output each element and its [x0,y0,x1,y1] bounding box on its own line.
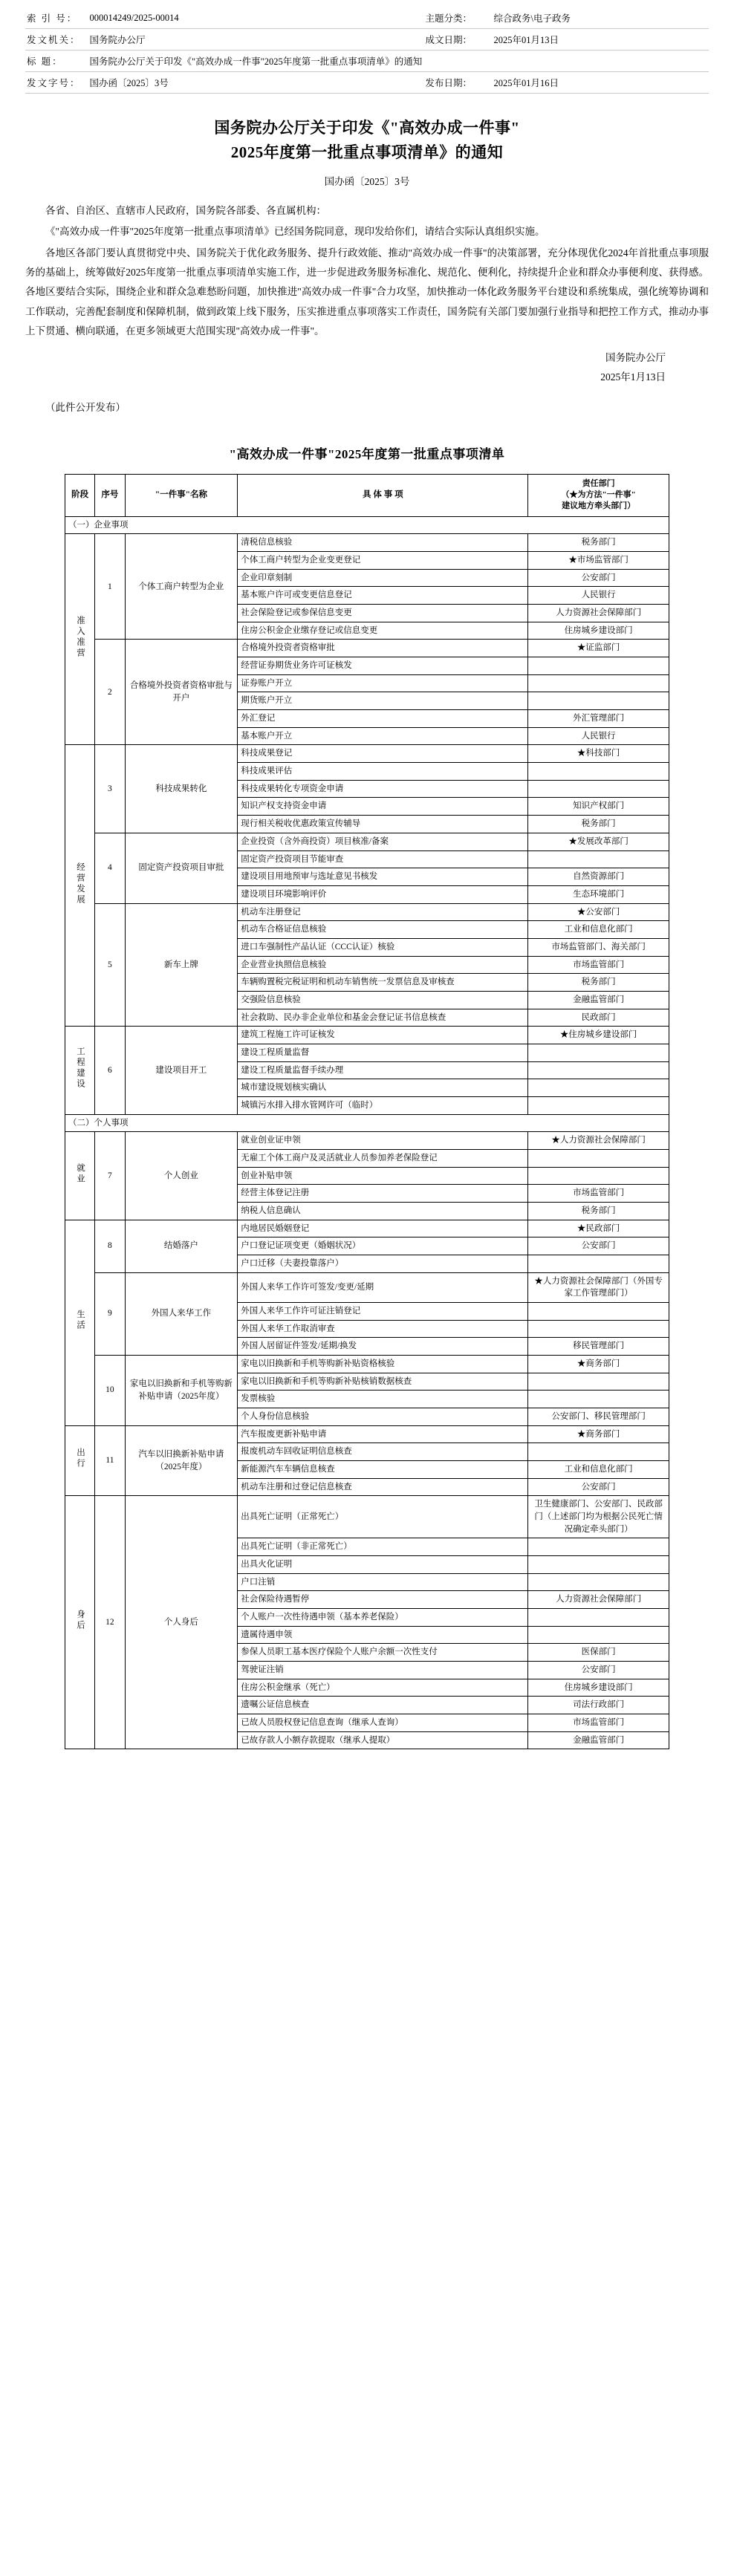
matter-item-cell: 建设工程质量监督手续办理 [238,1061,528,1079]
section-header-row [65,1114,669,1132]
responsible-dept-cell [528,1079,669,1097]
metadata-value: 000014249/2025-00014 [82,7,424,29]
responsible-dept-cell: 知识产权部门 [528,798,669,816]
seq-cell: 1 [95,534,125,640]
responsible-dept-cell [528,1609,669,1627]
matter-item-cell: 汽车报废更新补贴申请 [238,1425,528,1443]
responsible-dept-cell: 人民银行 [528,587,669,605]
responsible-dept-cell: 卫生健康部门、公安部门、民政部门（上述部门均为根据公民死亡情况确定牵头部门） [528,1496,669,1538]
matter-item-cell: 个人身份信息核验 [238,1408,528,1426]
stage-label: 生活 [75,1310,85,1332]
col-header-seq: 序号 [95,474,125,516]
col-header-name: "一件事"名称 [125,474,238,516]
matter-item-cell: 建筑工程施工许可证核发 [238,1027,528,1044]
responsible-dept-cell [528,1096,669,1114]
responsible-dept-cell: 税务部门 [528,1202,669,1220]
seq-cell: 2 [95,640,125,745]
matter-item-cell: 机动车注册和过登记信息核查 [238,1478,528,1496]
publication-note: （此件公开发布） [45,401,126,413]
responsible-dept-cell [528,850,669,868]
matter-item-cell: 内地居民婚姻登记 [238,1220,528,1237]
matter-name-cell: 个体工商户转型为企业 [125,534,238,640]
matter-item-cell: 个人账户一次性待遇申领（基本养老保险） [238,1609,528,1627]
metadata-value: 综合政务\电子政务 [488,7,709,29]
seq-cell: 12 [95,1496,125,1749]
table-row [65,745,669,763]
responsible-dept-cell: 人力资源社会保障部门 [528,1591,669,1609]
document-paragraph: 各省、自治区、直辖市人民政府，国务院各部委、各直属机构： [45,205,326,217]
matter-item-cell: 城市建设规划核实确认 [238,1079,528,1097]
table-row [65,640,669,657]
matter-item-cell: 企业投资（含外商投资）项目核准/备案 [238,833,528,850]
seq-cell: 11 [95,1425,125,1496]
responsible-dept-cell: 公安部门、移民管理部门 [528,1408,669,1426]
responsible-dept-cell: ★科技部门 [528,745,669,763]
signature-date: 2025年1月13日 [600,371,666,383]
seq-cell: 4 [95,833,125,903]
responsible-dept-cell [528,780,669,798]
stage-label: 身后 [75,1610,85,1632]
stage-cell [65,745,95,1027]
responsible-dept-cell: 公安部门 [528,1662,669,1679]
matter-item-cell: 个体工商户转型为企业变更登记 [238,552,528,570]
matter-item-cell: 无雇工个体工商户及灵活就业人员参加养老保险登记 [238,1149,528,1167]
matter-item-cell: 进口车强制性产品认证（CCC认证）核验 [238,938,528,956]
matter-item-cell: 出具死亡证明（非正常死亡） [238,1538,528,1556]
metadata-value: 2025年01月13日 [488,29,709,51]
matter-item-cell: 固定资产投资项目节能审查 [238,850,528,868]
stage-cell [65,1132,95,1220]
stage-cell [65,1425,95,1496]
metadata-row [25,72,709,94]
matter-item-cell: 清税信息核验 [238,534,528,552]
responsible-dept-cell [528,1391,669,1408]
responsible-dept-cell [528,657,669,675]
responsible-dept-cell: 税务部门 [528,816,669,833]
matter-item-cell: 外国人来华工作许可签发/变更/延期 [238,1272,528,1302]
stage-label: 准入准营 [75,616,85,660]
responsible-dept-cell [528,1320,669,1338]
matter-item-cell: 社会保险待遇暂停 [238,1591,528,1609]
table-row [65,534,669,552]
matter-list-table [65,474,669,1750]
responsible-dept-cell: 税务部门 [528,974,669,992]
matter-item-cell: 基本账户许可或变更信息登记 [238,587,528,605]
matter-item-cell: 户口迁移（夫妻投靠落户） [238,1255,528,1272]
responsible-dept-cell: 公安部门 [528,1478,669,1496]
stage-label: 经营发展 [75,862,85,905]
responsible-dept-cell [528,1573,669,1591]
responsible-dept-cell: 市场监管部门 [528,956,669,974]
responsible-dept-cell: 医保部门 [528,1644,669,1662]
table-row [65,1220,669,1237]
matter-item-cell: 期货账户开立 [238,692,528,710]
responsible-dept-cell [528,692,669,710]
matter-item-cell: 社会救助、民办非企业单位和基金会登记证书信息核查 [238,1009,528,1027]
matter-list-header [65,474,669,516]
matter-item-cell: 家电以旧换新和手机等购新补贴核销数据核查 [238,1373,528,1391]
page-title [25,116,709,164]
document-metadata-table [25,7,709,94]
seq-cell: 10 [95,1355,125,1425]
responsible-dept-cell: 自然资源部门 [528,868,669,886]
doc-title-line-2: 2025年度第一批重点事项清单》的通知 [230,143,504,161]
responsible-dept-cell: 人力资源社会保障部门 [528,605,669,622]
seq-cell: 8 [95,1220,125,1272]
matter-item-cell: 现行相关税收优惠政策宣传辅导 [238,816,528,833]
metadata-row [25,29,709,51]
table-row [65,833,669,850]
seq-cell: 5 [95,903,125,1027]
matter-item-cell: 企业营业执照信息核验 [238,956,528,974]
matter-name-cell: 个人身后 [125,1496,238,1749]
matter-item-cell: 外国人来华工作许可证注销登记 [238,1302,528,1320]
matter-item-cell: 户口注销 [238,1573,528,1591]
responsible-dept-cell: 市场监管部门、海关部门 [528,938,669,956]
matter-item-cell: 出具火化证明 [238,1556,528,1574]
responsible-dept-cell: 外汇管理部门 [528,710,669,728]
matter-item-cell: 科技成果登记 [238,745,528,763]
document-paragraph: 各地区各部门要认真贯彻党中央、国务院关于优化政务服务、提升行政效能、推动"高效办成一件事"的决策部署，充分体现优化2024年首批重点事项服务的基础上，统筹做好2025年度第一批重点事项清单实施工作，进一步促进政务服务标准化、规范化、便利化，持续提升企业和群众办事便利度、获得感。各地区要结合实际，围绕企业和群众急难愁盼问题，加快推进"高效办成一件事"合力攻坚，加快推动一体化政务服务平台建设和系统集成，强化统筹协调和工作联动，完善配套制度和保障机制，做到政策上线下服务，压实推进重点事项落实工作责任，国务院有关部门要加强行业指导和把控工作方式，推动办事上下贯通、横向联通，在更多领域更大范围实现"高效办成一件事"。 [25,247,709,336]
table-row [65,1132,669,1150]
matter-item-cell: 驾驶证注销 [238,1662,528,1679]
table-row [65,1496,669,1538]
document-body [25,201,709,341]
responsible-dept-cell [528,1626,669,1644]
seq-cell: 3 [95,745,125,833]
responsible-dept-cell: 工业和信息化部门 [528,1461,669,1479]
metadata-label: 主题分类： [424,7,488,29]
matter-item-cell: 参保人员职工基本医疗保险个人账户余额一次性支付 [238,1644,528,1662]
matter-item-cell: 机动车注册登记 [238,903,528,921]
col-header-dept [528,474,669,516]
metadata-value: 国务院办公厅关于印发《"高效办成一件事"2025年度第一批重点事项清单》的通知 [82,51,709,72]
metadata-row [25,51,709,72]
matter-item-cell: 住房公积金企业缴存登记或信息变更 [238,622,528,640]
responsible-dept-cell: 民政部门 [528,1009,669,1027]
responsible-dept-cell: ★住房城乡建设部门 [528,1027,669,1044]
responsible-dept-cell [528,763,669,781]
col-header-dept-line3: 建议地方牵头部门） [562,501,636,511]
matter-list-body [65,516,669,1749]
stage-cell [65,1220,95,1425]
matter-item-cell: 建设项目用地预审与选址意见书核发 [238,868,528,886]
responsible-dept-cell [528,1556,669,1574]
matter-name-cell: 个人创业 [125,1132,238,1220]
matter-item-cell: 建设项目环境影响评价 [238,885,528,903]
matter-item-cell: 遗嘱公证信息核查 [238,1697,528,1714]
responsible-dept-cell: ★公安部门 [528,903,669,921]
responsible-dept-cell [528,1255,669,1272]
doc-title-line-1: 国务院办公厅关于印发《"高效办成一件事" [214,119,520,137]
responsible-dept-cell: 税务部门 [528,534,669,552]
responsible-dept-cell: 住房城乡建设部门 [528,1679,669,1697]
responsible-dept-cell: 人民银行 [528,727,669,745]
responsible-dept-cell [528,1149,669,1167]
matter-item-cell: 外国人来华工作取消审查 [238,1320,528,1338]
responsible-dept-cell [528,1538,669,1556]
col-header-dept-line1: 责任部门 [582,478,615,488]
matter-item-cell: 已故人员股权登记信息查询（继承人查询） [238,1714,528,1732]
matter-item-cell: 社会保险登记或参保信息变更 [238,605,528,622]
responsible-dept-cell: 金融监管部门 [528,991,669,1009]
matter-item-cell: 经营证券期货业务许可证核发 [238,657,528,675]
stage-label: 就业 [75,1162,85,1185]
document-paragraph: 《"高效办成一件事"2025年度第一批重点事项清单》已经国务院同意，现印发给你们，请结合实际认真组织实施。 [45,226,545,238]
table-row [65,1355,669,1373]
matter-name-cell: 合格境外投资者资格审批与开户 [125,640,238,745]
responsible-dept-cell: 住房城乡建设部门 [528,622,669,640]
responsible-dept-cell: ★市场监管部门 [528,552,669,570]
stage-label: 工程建设 [75,1047,85,1090]
responsible-dept-cell [528,674,669,692]
metadata-label: 标 题： [25,51,82,72]
metadata-value: 国务院办公厅 [82,29,424,51]
matter-name-cell: 建设项目开工 [125,1027,238,1114]
responsible-dept-cell [528,1373,669,1391]
matter-item-cell: 交强险信息核验 [238,991,528,1009]
matter-item-cell: 家电以旧换新和手机等购新补贴资格核验 [238,1355,528,1373]
table-row [65,1027,669,1044]
responsible-dept-cell [528,1302,669,1320]
responsible-dept-cell: 工业和信息化部门 [528,921,669,939]
table-row [65,903,669,921]
matter-item-cell: 知识产权支持资金申请 [238,798,528,816]
matter-name-cell: 科技成果转化 [125,745,238,833]
matter-item-cell: 出具死亡证明（正常死亡） [238,1496,528,1538]
matter-item-cell: 新能源汽车车辆信息核查 [238,1461,528,1479]
seq-cell: 7 [95,1132,125,1220]
stage-cell [65,1496,95,1749]
stage-cell [65,1027,95,1114]
matter-item-cell: 城镇污水排入排水管网许可（临时） [238,1096,528,1114]
matter-item-cell: 发票核验 [238,1391,528,1408]
matter-item-cell: 报废机动车回收证明信息核查 [238,1443,528,1461]
responsible-dept-cell [528,1061,669,1079]
matter-name-cell: 新车上牌 [125,903,238,1027]
table-row [65,1272,669,1302]
matter-item-cell: 合格境外投资者资格审批 [238,640,528,657]
metadata-value: 国办函〔2025〕3号 [82,72,424,94]
matter-item-cell: 机动车合格证信息核验 [238,921,528,939]
matter-item-cell: 科技成果评估 [238,763,528,781]
responsible-dept-cell: 公安部门 [528,1237,669,1255]
responsible-dept-cell [528,1044,669,1061]
matter-item-cell: 遗属待遇申领 [238,1626,528,1644]
col-header-stage: 阶段 [65,474,95,516]
matter-name-cell: 外国人来华工作 [125,1272,238,1355]
matter-item-cell: 住房公积金继承（死亡） [238,1679,528,1697]
responsible-dept-cell: ★商务部门 [528,1425,669,1443]
responsible-dept-cell: 公安部门 [528,569,669,587]
metadata-label: 索 引 号： [25,7,82,29]
matter-item-cell: 户口登记证项变更（婚姻状况） [238,1237,528,1255]
matter-item-cell: 纳税人信息确认 [238,1202,528,1220]
responsible-dept-cell: ★商务部门 [528,1355,669,1373]
document-signature [25,348,709,386]
matter-item-cell: 企业印章刻制 [238,569,528,587]
responsible-dept-cell: ★发展改革部门 [528,833,669,850]
responsible-dept-cell [528,1167,669,1185]
matter-name-cell: 固定资产投资项目审批 [125,833,238,903]
section-header-row [65,516,669,534]
matter-item-cell: 已故存款人小额存款提取（继承人提取） [238,1731,528,1749]
responsible-dept-cell: 移民管理部门 [528,1338,669,1356]
responsible-dept-cell: 司法行政部门 [528,1697,669,1714]
table-row [65,1425,669,1443]
document-number: 国办函〔2025〕3号 [324,176,410,188]
section-label: （二）个人事项 [65,1114,669,1132]
list-title: "高效办成一件事"2025年度第一批重点事项清单 [229,446,505,461]
metadata-label: 发文机关： [25,29,82,51]
responsible-dept-cell: ★民政部门 [528,1220,669,1237]
stage-label: 出行 [75,1448,85,1470]
matter-item-cell: 外国人居留证件签发/延期/换发 [238,1338,528,1356]
matter-item-cell: 外汇登记 [238,710,528,728]
seq-cell: 9 [95,1272,125,1355]
metadata-label: 发布日期： [424,72,488,94]
matter-item-cell: 经营主体登记注册 [238,1185,528,1203]
responsible-dept-cell: 市场监管部门 [528,1185,669,1203]
matter-item-cell: 基本账户开立 [238,727,528,745]
matter-name-cell: 汽车以旧换新补贴申请（2025年度） [125,1425,238,1496]
responsible-dept-cell: ★人力资源社会保障部门（外国专家工作管理部门） [528,1272,669,1302]
metadata-row [25,7,709,29]
matter-name-cell: 结婚落户 [125,1220,238,1272]
signature-organization: 国务院办公厅 [605,352,666,364]
responsible-dept-cell [528,1443,669,1461]
matter-item-cell: 建设工程质量监督 [238,1044,528,1061]
matter-item-cell: 就业创业证申领 [238,1132,528,1150]
responsible-dept-cell: 市场监管部门 [528,1714,669,1732]
section-label: （一）企业事项 [65,516,669,534]
matter-item-cell: 车辆购置税完税证明和机动车销售统一发票信息及审核查 [238,974,528,992]
metadata-value: 2025年01月16日 [488,72,709,94]
responsible-dept-cell: ★人力资源社会保障部门 [528,1132,669,1150]
matter-item-cell: 创业补贴申领 [238,1167,528,1185]
col-header-item: 具 体 事 项 [238,474,528,516]
metadata-label: 发文字号： [25,72,82,94]
responsible-dept-cell: 金融监管部门 [528,1731,669,1749]
matter-item-cell: 证券账户开立 [238,674,528,692]
matter-item-cell: 科技成果转化专项资金申请 [238,780,528,798]
responsible-dept-cell: ★证监部门 [528,640,669,657]
responsible-dept-cell: 生态环境部门 [528,885,669,903]
metadata-label: 成文日期： [424,29,488,51]
matter-name-cell: 家电以旧换新和手机等购新补贴申请（2025年度） [125,1355,238,1425]
stage-cell [65,534,95,745]
seq-cell: 6 [95,1027,125,1114]
col-header-dept-line2: （★为方法"一件事" [561,489,636,499]
